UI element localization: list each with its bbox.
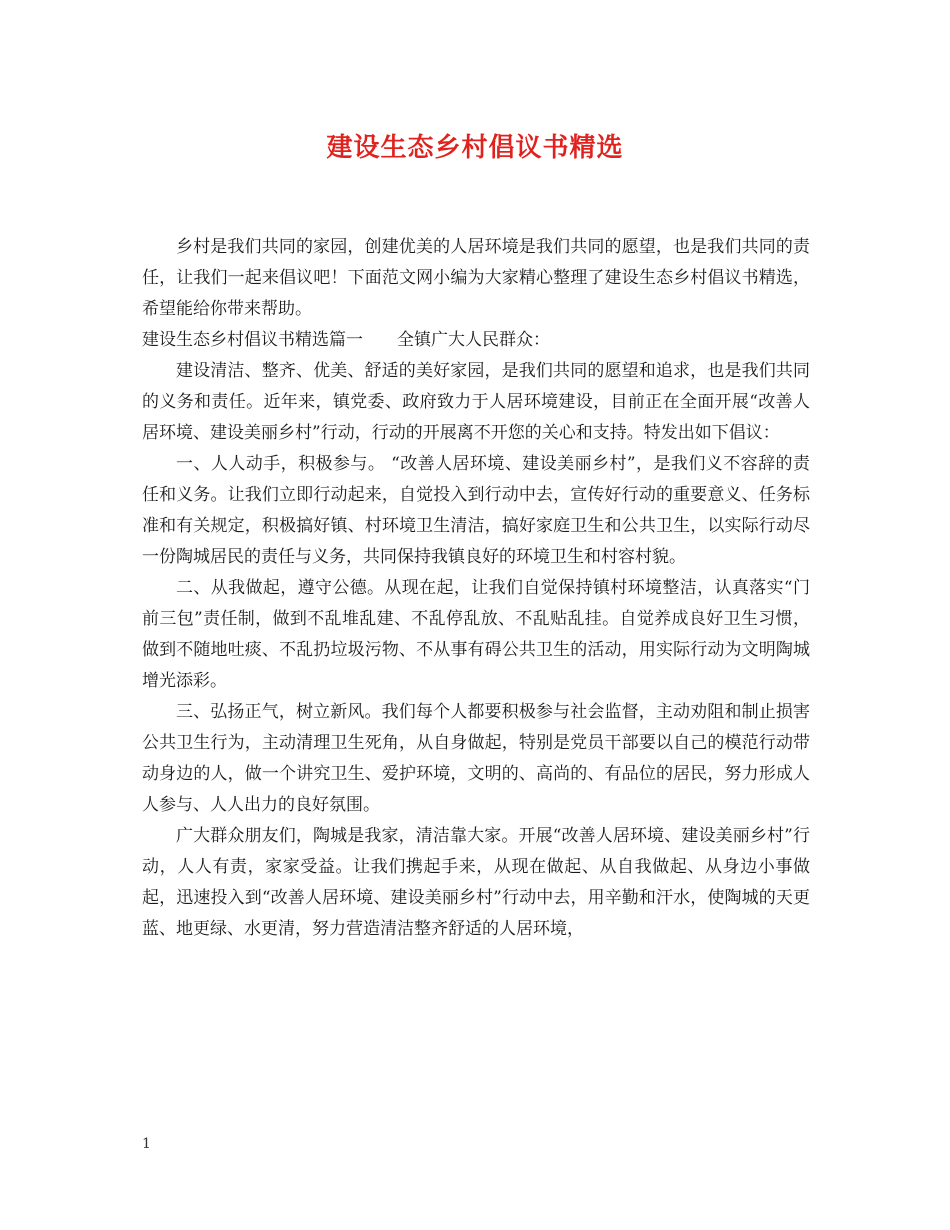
- page-number: 1: [142, 1136, 151, 1152]
- body-paragraph: 建设清洁、整齐、优美、舒适的美好家园，是我们共同的愿望和追求，也是我们共同的义务和责任。近年来，镇党委、政府致力于人居环境建设，目前正在全面开展“改善人居环境、建设美丽乡村”行动，行动的开展离不开您的关心和支持。特发出如下倡议：: [142, 361, 810, 443]
- document-body: [142, 232, 810, 945]
- intro-paragraph: 乡村是我们共同的家园，创建优美的人居环境是我们共同的愿望，也是我们共同的责任，让我们一起来倡议吧！下面范文网小编为大家精心整理了建设生态乡村倡议书精选，希望能给你带来帮助。: [142, 237, 810, 319]
- document-title: 建设生态乡村倡议书精选: [326, 133, 624, 163]
- closing-paragraph: 广大群众朋友们，陶城是我家，清洁靠大家。开展“改善人居环境、建设美丽乡村”行动，人人有责，家家受益。让我们携起手来，从现在做起、从自我做起、从身边小事做起，迅速投入到“改善人居环境、建设美丽乡村”行动中去，用辛勤和汗水，使陶城的天更蓝、地更绿、水更清，努力营造清洁整齐舒适的人居环境，: [142, 826, 810, 939]
- proposal-three-paragraph: 三、弘扬正气，树立新风。我们每个人都要积极参与社会监督，主动劝阻和制止损害公共卫生行为，主动清理卫生死角，从自身做起，特别是党员干部要以自己的模范行动带动身边的人，做一个讲究卫生、爱护环境，文明的、高尚的、有品位的居民，努力形成人人参与、人人出力的良好氛围。: [142, 702, 810, 815]
- proposal-one-paragraph: 一、人人动手，积极参与。 “改善人居环境、建设美丽乡村”，是我们义不容辞的责任和义务。让我们立即行动起来，自觉投入到行动中去，宣传好行动的重要意义、任务标准和有关规定，积极搞好镇、村环境卫生清洁，搞好家庭卫生和公共卫生，以实际行动尽一份陶城居民的责任与义务，共同保持我镇良好的环境卫生和村容村貌。: [142, 454, 810, 567]
- section-heading: 建设生态乡村倡议书精选篇一 全镇广大人民群众：: [142, 330, 550, 350]
- proposal-two-paragraph: 二、从我做起，遵守公德。从现在起，让我们自觉保持镇村环境整洁，认真落实“门前三包”责任制，做到不乱堆乱建、不乱停乱放、不乱贴乱挂。自觉养成良好卫生习惯，做到不随地吐痰、不乱扔垃圾污物、不从事有碍公共卫生的活动，用实际行动为文明陶城增光添彩。: [142, 578, 810, 691]
